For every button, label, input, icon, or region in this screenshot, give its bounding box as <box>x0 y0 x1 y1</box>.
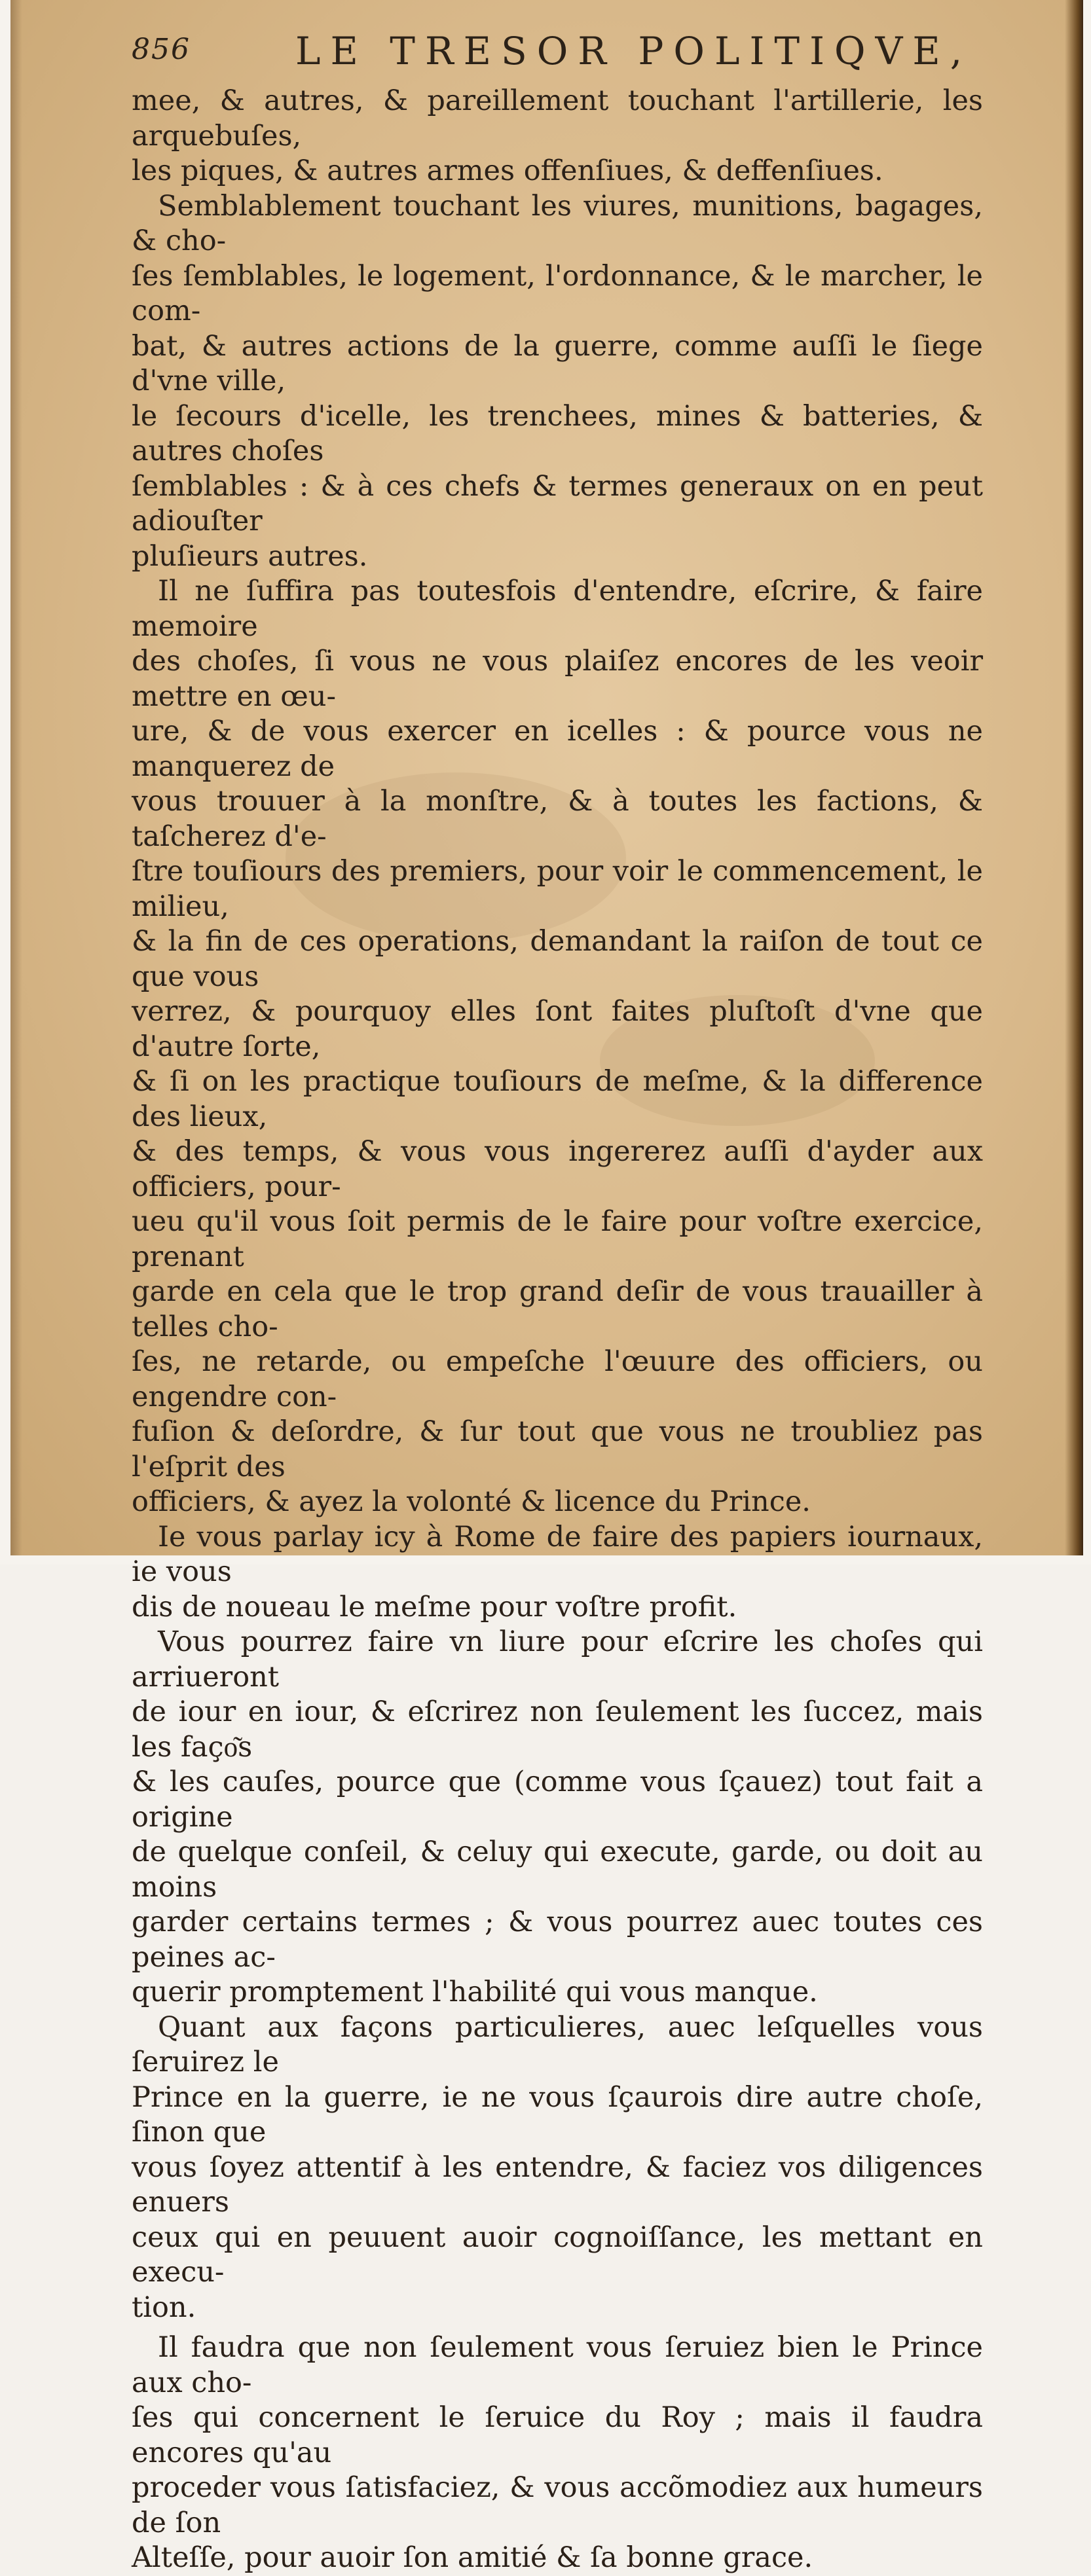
page-edge-shadow <box>10 0 22 1555</box>
paragraph-6: Quant aux façons particulieres, auec leſquelles vous ſeruirez le Prince en la guerre, ie ne vous ſçaurois dire autre choſe, ſinon que vous ſoyez attentif à les entendre, & faciez vos diligences enuers ceux qui en peuuent auoir cognoiſſance, les mettant en execu- tion. <box>132 2010 983 2324</box>
running-title: LE TRESOR POLITIQVE, <box>295 29 972 73</box>
page-header <box>132 26 972 79</box>
paragraph-3: Il ne ſuffira pas toutesfois d'entendre, eſcrire, & faire memoire des choſes, ſi vous ne vous plaiſez encores de les veoir mettre en œu- ure, & de vous exercer en icelles : & pource vous ne manquerez de vous trouuer à la monſtre, & à toutes les factions, & taſcherez d'e- ſtre touſiours des premiers, pour voir le commencement, le milieu, & la fin de ces operations, demandant la raiſon de tout ce que vous verrez, & pourquoy elles ſont faites pluſtoſt d'vne que d'autre ſorte, & ſi on les practique touſiours de meſme, & la difference des lieux, & des temps, & vous vous ingererez auſſi d'ayder aux officiers, pour- ueu qu'il vous ſoit permis de le faire pour voſtre exercice, prenant garde en cela que le trop grand deſir de vous trauailler à telles cho- ſes, ne retarde, ou empeſche l'œuure des officiers, ou engendre con- fuſion & deſordre, & ſur tout que vous ne troubliez pas l'eſprit des officiers, & ayez la volonté & licence du Prince. <box>132 575 983 1518</box>
body-text <box>132 84 983 2576</box>
paragraph-1: mee, & autres, & pareillement touchant l'artillerie, les arquebuſes, les piques, & autres armes offenſiues, & deffenſiues. <box>132 84 983 187</box>
page-number: 856 <box>132 33 191 66</box>
book-spine-shadow <box>1065 0 1083 1555</box>
book-page <box>10 0 1083 2574</box>
paragraph-2: Semblablement touchant les viures, munitions, bagages, & cho- ſes ſemblables, le logement, l'ordonnance, & le marcher, le com- bat, & autres actions de la guerre, comme auſſi le ſiege d'vne ville, le ſecours d'icelle, les trenchees, mines & batteries, & autres choſes ſemblables : & à ces chefs & termes generaux on en peut adiouſter pluſieurs autres. <box>132 189 983 573</box>
paragraph-7: Il faudra que non ſeulement vous ſeruiez bien le Prince aux cho- ſes qui concernent le ſeruice du Roy ; mais il faudra encores qu'au proceder vous ſatisfaciez, & vous accõmodiez aux humeurs de ſon Alteſſe, pour auoir ſon amitié & ſa bonne grace. <box>132 2331 983 2574</box>
paragraph-5: Vous pourrez faire vn liure pour eſcrire les choſes qui arriueront de iour en iour, & eſcrirez non ſeulement les ſuccez, mais les faço͂s & les cauſes, pource que (comme vous ſçauez) tout fait a origine de quelque conſeil, & celuy qui execute, garde, ou doit au moins garder certains termes ; & vous pourrez auec toutes ces peines ac- querir promptement l'habilité qui vous manque. <box>132 1625 983 2008</box>
paragraph-4: Ie vous parlay icy à Rome de faire des papiers iournaux, ie vous dis de noueau le meſme pour voſtre profit. <box>132 1520 983 1624</box>
